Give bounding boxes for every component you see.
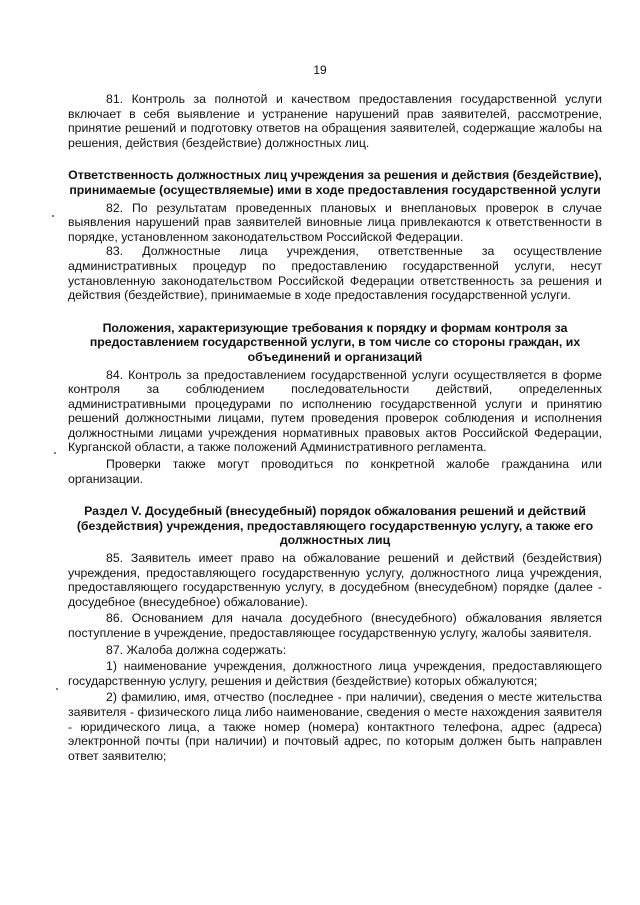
paragraph-87-item-1: 1) наименование учреждения, должностного лица учреждения, предоставляющего государственную услугу, решения и действия (бездействие) которых обжалуются;	[68, 659, 602, 688]
paragraph-86: 86. Основанием для начала досудебного (внесудебного) обжалования является поступление в учреждение, предоставляющее государственную услугу, жалобы заявителя.	[68, 611, 602, 640]
section-heading-appeal: Раздел V. Досудебный (внесудебный) порядок обжалования решений и действий (бездействия) учреждения, предоставляющего государственную услугу, а также его должностных лиц	[76, 504, 594, 548]
section-heading-responsibility: Ответственность должностных лиц учреждения за решения и действия (бездействие), принимаемые (осуществляемые) ими в ходе предоставления государственной услуги	[68, 168, 602, 197]
paragraph-87-item-2: 2) фамилию, имя, отчество (последнее - при наличии), сведения о месте жительства заявителя - физического лица либо наименование, сведения о месте нахождения заявителя - юридического лица, а также номер (номера) контактного телефона, адрес (адреса) электронной почты (при наличии) и почтовый адрес, по которым должен быть направлен ответ заявителю;	[68, 690, 602, 763]
page-number: 19	[313, 63, 327, 77]
paragraph-84: 84. Контроль за предоставлением государственной услуги осуществляется в форме контроля за соблюдением последовательности действий, определенных административными процедурами по исполнению государственной услуги и принятию решений должностными лицами, путем проведения проверок соблюдения и исполнения должностными лицами учреждения нормативных правовых актов Российской Федерации, Курганской области, а также положений Административного регламента.	[68, 367, 602, 455]
document-body	[68, 92, 602, 763]
scan-speck	[52, 215, 54, 217]
paragraph-81: 81. Контроль за полнотой и качеством предоставления государственной услуги включает в себя выявление и устранение нарушений прав заявителей, рассмотрение, принятие решений и подготовку ответов на обращения заявителей, содержащие жалобы на решения, действия (бездействие) должностных лиц.	[68, 92, 602, 150]
scan-speck	[56, 688, 58, 690]
paragraph-85: 85. Заявитель имеет право на обжалование решений и действий (бездействия) учреждения, предоставляющего государственную услугу, должностного лица учреждения, предоставляющего государственную услугу, в досудебном (внесудебном) порядке (далее - досудебное (внесудебное) обжалование).	[68, 551, 602, 609]
section-heading-control: Положения, характеризующие требования к порядку и формам контроля за предоставлением государственной услуги, в том числе со стороны граждан, их объединений и организаций	[89, 320, 581, 364]
paragraph-83: 83. Должностные лица учреждения, ответственные за осуществление административных процедур по предоставлению государственной услуги, несут установленную законодательством Российской Федерации ответственность за решения и действия (бездействие), принимаемые в ходе предоставления государственной услуги.	[68, 244, 602, 303]
paragraph-84-checks: Проверки также могут проводиться по конкретной жалобе гражданина или организации.	[68, 457, 602, 486]
scan-speck	[54, 452, 56, 454]
paragraph-82: 82. По результатам проведенных плановых и внеплановых проверок в случае выявления нарушений прав заявителей виновные лица привлекаются к ответственности в порядке, установленном законодательством Российской Федерации.	[68, 200, 602, 244]
paragraph-87: 87. Жалоба должна содержать:	[106, 642, 287, 657]
